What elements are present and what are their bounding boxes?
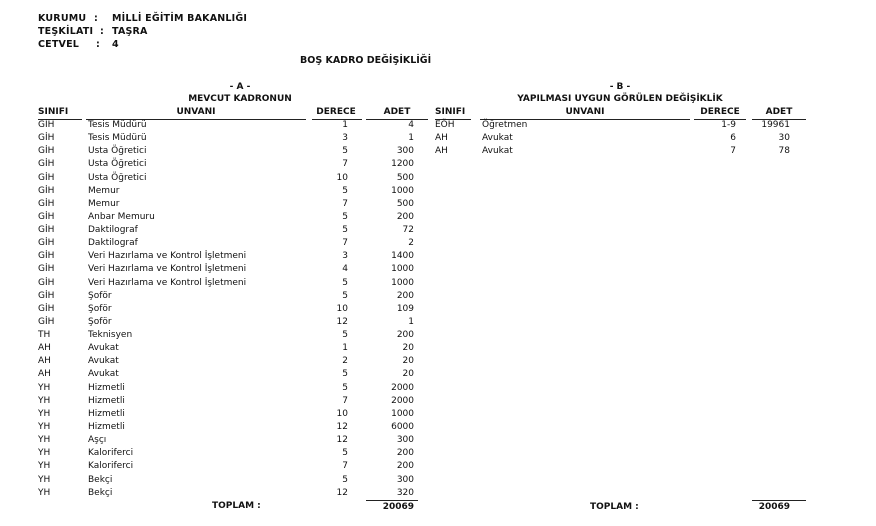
cell-unvani: Daktilograf — [88, 225, 138, 236]
cell-adet: 1000 — [391, 408, 414, 419]
cell-derece: 4 — [342, 264, 348, 275]
cell-adet: 4 — [408, 120, 414, 130]
cell-adet: 2000 — [391, 395, 414, 406]
cell-sinifi: GİH — [38, 120, 55, 130]
cell-unvani: Hizmetli — [88, 408, 125, 419]
section-b-col-sinifi: SINIFI — [435, 107, 466, 117]
cell-adet: 20 — [402, 369, 414, 380]
cell-derece: 3 — [342, 133, 348, 144]
cell-sinifi: TH — [38, 330, 51, 341]
cell-unvani: Usta Öğretici — [88, 172, 147, 183]
cell-sinifi: GİH — [38, 290, 55, 301]
cell-derece: 7 — [342, 198, 348, 209]
cell-adet: 72 — [402, 225, 414, 236]
cell-sinifi: AH — [38, 356, 51, 367]
cell-derece: 10 — [336, 303, 348, 314]
total-divider — [366, 500, 418, 501]
cell-unvani: Aşçı — [88, 435, 107, 446]
section-b-total-label: TOPLAM : — [590, 502, 639, 512]
total-divider — [752, 500, 806, 501]
cell-derece: 7 — [342, 238, 348, 249]
cell-sinifi: AH — [435, 146, 448, 157]
cell-sinifi: GİH — [38, 316, 55, 327]
cell-sinifi: GİH — [38, 251, 55, 262]
section-a-heading: MEVCUT KADRONUN — [188, 94, 292, 104]
cell-sinifi: YH — [38, 408, 51, 419]
cell-unvani: Hizmetli — [88, 421, 125, 432]
cell-sinifi: GİH — [38, 172, 55, 183]
cell-adet: 30 — [778, 133, 790, 144]
section-b-heading: YAPILMASI UYGUN GÖRÜLEN DEĞİŞİKLİK — [517, 94, 723, 104]
cetvel-colon: : — [96, 39, 100, 50]
cell-sinifi: YH — [38, 487, 51, 498]
cell-derece: 5 — [342, 225, 348, 236]
cell-unvani: Usta Öğretici — [88, 146, 147, 157]
cell-adet: 200 — [396, 330, 414, 341]
cell-sinifi: EÖH — [435, 120, 455, 130]
teskilati-value: TAŞRA — [112, 26, 148, 37]
cell-adet: 109 — [396, 303, 414, 314]
cell-derece: 5 — [342, 185, 348, 196]
section-b-col-unvani: UNVANI — [565, 107, 605, 117]
cell-sinifi: GİH — [38, 225, 55, 236]
cell-derece: 10 — [336, 408, 348, 419]
cell-adet: 300 — [396, 435, 414, 446]
cell-sinifi: YH — [38, 474, 51, 485]
cell-sinifi: GİH — [38, 133, 55, 144]
cell-sinifi: GİH — [38, 185, 55, 196]
cell-derece: 5 — [342, 474, 348, 485]
cell-sinifi: GİH — [38, 146, 55, 157]
cell-derece: 12 — [336, 421, 348, 432]
cell-unvani: Veri Hazırlama ve Kontrol İşletmeni — [88, 277, 247, 288]
cell-unvani: Memur — [88, 198, 120, 209]
cell-unvani: Teknisyen — [88, 330, 133, 341]
cell-sinifi: GİH — [38, 303, 55, 314]
cell-derece: 7 — [730, 146, 736, 157]
cell-unvani: Avukat — [482, 133, 513, 144]
cell-sinifi: GİH — [38, 277, 55, 288]
cell-adet: 20 — [402, 356, 414, 367]
cell-adet: 1 — [408, 316, 414, 327]
cell-unvani: Tesis Müdürü — [88, 133, 147, 144]
cell-unvani: Avukat — [88, 343, 119, 354]
cell-unvani: Avukat — [88, 369, 119, 380]
cell-derece: 5 — [342, 211, 348, 222]
section-a-col-derece: DERECE — [316, 107, 356, 117]
cell-sinifi: YH — [38, 421, 51, 432]
section-b-col-adet: ADET — [765, 107, 793, 117]
section-b-total-value: 20069 — [758, 502, 790, 512]
cell-adet: 500 — [396, 172, 414, 183]
section-a-total-value: 20069 — [382, 502, 414, 512]
cell-sinifi: AH — [38, 343, 51, 354]
cell-adet: 2 — [408, 238, 414, 249]
section-b-col-derece: DERECE — [700, 107, 740, 117]
cell-adet: 1000 — [391, 277, 414, 288]
cell-derece: 5 — [342, 369, 348, 380]
cell-unvani: Hizmetli — [88, 382, 125, 393]
cell-unvani: Şoför — [88, 303, 112, 314]
cell-unvani: Bekçi — [88, 487, 113, 498]
cell-adet: 78 — [778, 146, 790, 157]
cell-derece: 7 — [342, 461, 348, 472]
kurumu-colon: : — [94, 13, 98, 24]
cell-sinifi: YH — [38, 448, 51, 459]
cell-unvani: Şoför — [88, 316, 112, 327]
cell-unvani: Kaloriferci — [88, 461, 134, 472]
cell-adet: 200 — [396, 211, 414, 222]
section-b-marker: - B - — [609, 82, 631, 92]
section-a-col-unvani: UNVANI — [176, 107, 216, 117]
cell-adet: 2000 — [391, 382, 414, 393]
cell-sinifi: AH — [38, 369, 51, 380]
cell-adet: 1 — [408, 133, 414, 144]
section-a-col-sinifi: SINIFI — [38, 107, 69, 117]
cell-adet: 19961 — [761, 120, 790, 130]
cell-sinifi: GİH — [38, 238, 55, 249]
cell-unvani: Avukat — [482, 146, 513, 157]
cell-derece: 1-9 — [721, 120, 736, 130]
cell-adet: 1400 — [391, 251, 414, 262]
cell-adet: 1000 — [391, 185, 414, 196]
cell-derece: 1 — [342, 343, 348, 354]
cell-unvani: Anbar Memuru — [88, 211, 155, 222]
cell-derece: 12 — [336, 487, 348, 498]
cell-derece: 3 — [342, 251, 348, 262]
cell-unvani: Hizmetli — [88, 395, 125, 406]
cell-adet: 20 — [402, 343, 414, 354]
cell-unvani: Memur — [88, 185, 120, 196]
cell-unvani: Daktilograf — [88, 238, 138, 249]
cell-adet: 320 — [396, 487, 414, 498]
cell-adet: 200 — [396, 290, 414, 301]
cell-adet: 300 — [396, 474, 414, 485]
cell-derece: 12 — [336, 316, 348, 327]
cell-sinifi: YH — [38, 461, 51, 472]
teskilati-colon: : — [100, 26, 104, 37]
cell-adet: 200 — [396, 448, 414, 459]
kurumu-value: MİLLİ EĞİTİM BAKANLIĞI — [112, 13, 248, 24]
cell-derece: 5 — [342, 448, 348, 459]
cell-unvani: Kaloriferci — [88, 448, 134, 459]
cell-derece: 7 — [342, 159, 348, 170]
cell-derece: 12 — [336, 435, 348, 446]
cell-derece: 5 — [342, 382, 348, 393]
kurumu-label: KURUMU — [38, 13, 87, 24]
cell-derece: 2 — [342, 356, 348, 367]
cell-derece: 5 — [342, 330, 348, 341]
cell-unvani: Öğretmen — [482, 120, 528, 130]
cell-unvani: Veri Hazırlama ve Kontrol İşletmeni — [88, 264, 247, 275]
cell-derece: 5 — [342, 146, 348, 157]
cell-sinifi: GİH — [38, 159, 55, 170]
cell-sinifi: GİH — [38, 211, 55, 222]
cell-sinifi: YH — [38, 382, 51, 393]
section-a-col-adet: ADET — [383, 107, 411, 117]
cell-unvani: Usta Öğretici — [88, 159, 147, 170]
cell-adet: 200 — [396, 461, 414, 472]
cell-derece: 10 — [336, 172, 348, 183]
cell-derece: 7 — [342, 395, 348, 406]
cell-unvani: Veri Hazırlama ve Kontrol İşletmeni — [88, 251, 247, 262]
section-a-total-label: TOPLAM : — [212, 501, 261, 511]
cell-sinifi: GİH — [38, 264, 55, 275]
cetvel-value: 4 — [112, 39, 119, 50]
cell-unvani: Avukat — [88, 356, 119, 367]
page-title: BOŞ KADRO DEĞİŞİKLİĞİ — [300, 55, 432, 66]
cell-unvani: Tesis Müdürü — [88, 120, 147, 130]
cell-derece: 6 — [730, 133, 736, 144]
cell-sinifi: YH — [38, 435, 51, 446]
cell-adet: 1000 — [391, 264, 414, 275]
cell-adet: 1200 — [391, 159, 414, 170]
cell-derece: 5 — [342, 290, 348, 301]
cell-adet: 500 — [396, 198, 414, 209]
cell-adet: 6000 — [391, 421, 414, 432]
cell-derece: 1 — [342, 120, 348, 130]
section-a-marker: - A - — [229, 82, 251, 92]
cell-sinifi: AH — [435, 133, 448, 144]
teskilati-label: TEŞKİLATI — [38, 26, 94, 37]
cell-unvani: Şoför — [88, 290, 112, 301]
cell-sinifi: YH — [38, 395, 51, 406]
cell-adet: 300 — [396, 146, 414, 157]
cell-unvani: Bekçi — [88, 474, 113, 485]
cetvel-label: CETVEL — [38, 39, 80, 50]
cell-sinifi: GİH — [38, 198, 55, 209]
cell-derece: 5 — [342, 277, 348, 288]
